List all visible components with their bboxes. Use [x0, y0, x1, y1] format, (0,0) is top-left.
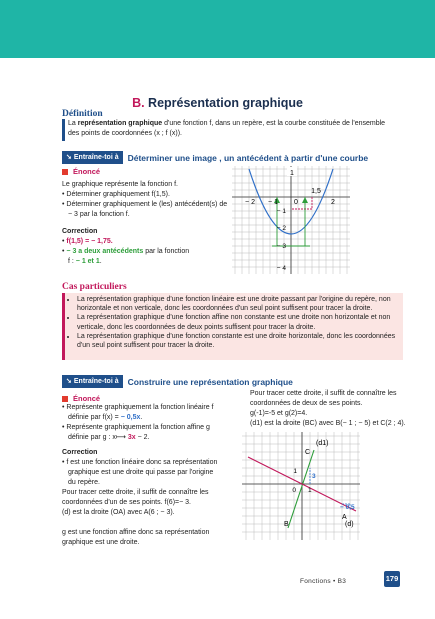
- exercise1-intro: Le graphique représente la fonction f.: [62, 181, 178, 188]
- x-label-m1: − 1: [268, 199, 278, 206]
- definition-text-bold: représentation graphique: [77, 120, 163, 127]
- exercise2-b1-val: − 0,5x: [120, 414, 141, 421]
- exercise1-corr-1-text: f(1,5) = − 1,75.: [66, 238, 113, 245]
- exercise2-r1: Pour tracer cette droite, il suffit de connaître les coordonnées de deux de ses points.: [250, 390, 397, 407]
- definition-text-before: La: [68, 120, 78, 127]
- exercise2-bullet-2: • Représente graphiquement la fonction affine g définie par g : x⟼ 3x − 2.: [62, 424, 210, 441]
- exercise2-correction-label: Correction: [62, 449, 98, 456]
- y-label-m1: − 1: [276, 208, 286, 215]
- section-title-text: Représentation graphique: [148, 96, 303, 110]
- top-banner: [0, 0, 435, 58]
- exercise1-title: Déterminer une image , un antécédent à partir d'une courbe: [127, 152, 369, 163]
- exercise1-bullet-1: • Déterminer graphiquement f(1,5).: [62, 191, 170, 198]
- exercise1-bullet-2-text: Déterminer graphiquement le (les) antécédent(s) de − 3 par la fonction f.: [66, 201, 228, 218]
- cas-item-3: • La représentation graphique d'une fonction constante est une droite horizontale, donc les coordonnées d'un seul point suffisent pour tracer la droite.: [77, 332, 403, 350]
- y-label-m2: − 2: [276, 225, 286, 232]
- label-three: 3: [312, 473, 316, 480]
- label-zero: 0: [292, 487, 296, 494]
- exercise1-correction-label: Correction: [62, 228, 98, 235]
- exercise1-bullet-1-text: Déterminer graphiquement f(1,5).: [66, 191, 170, 198]
- label-d: (d): [345, 521, 354, 528]
- footer-chapter: Fonctions • B3: [300, 578, 347, 585]
- exercise2-c4: g est une fonction affine donc sa représentation graphique est une droite.: [62, 529, 210, 546]
- exercise1-text: [62, 180, 230, 267]
- grid-lines-2: [242, 432, 360, 540]
- exercise2-title: Construire une représentation graphique: [127, 376, 293, 387]
- exercise1-corr-2: • − 3 a deux antécédents par la fonction: [62, 248, 190, 255]
- exercise2-tag-text: Entraîne-toi à: [73, 378, 119, 385]
- exercise1-corr-3: [62, 257, 230, 267]
- exercise2-r2: g(-1)=-5 et g(2)=4.: [250, 410, 308, 417]
- section-letter: B.: [132, 96, 145, 110]
- exercise2-c3: (d) est la droite (OA) avec A(6 ; − 3).: [62, 509, 175, 516]
- exercise2-header: [62, 375, 293, 388]
- label-m05: − 0,5: [340, 504, 355, 511]
- section-title: [0, 96, 435, 110]
- label-one-y: 1: [293, 468, 297, 475]
- exercise1-header: [62, 151, 368, 164]
- label-b: B: [284, 521, 289, 528]
- exercise2-left-text: [62, 403, 222, 548]
- definition-text-after: d'une fonction f, dans un repère, est la courbe constituée de l'ensemble des points de coordonnées (x ; f (x)).: [68, 120, 386, 137]
- exercise2-c1: • f est une fonction linéaire donc sa représentation graphique est une droite qui passe par l'origine du repère.: [62, 459, 218, 486]
- y-label-m3: − 3: [276, 243, 286, 250]
- label-c: C: [305, 449, 311, 456]
- label-a: A: [342, 514, 347, 521]
- exercise2-right-text: [250, 389, 410, 429]
- exercise2-enonce-label: Énoncé: [73, 394, 101, 403]
- definition-bar: [62, 119, 65, 141]
- exercise1-corr-2-green: − 3 a deux antécédents: [66, 248, 144, 255]
- exercise2-b2-pre: Représente graphiquement la fonction affine g définie par g : x⟼: [66, 424, 210, 441]
- exercise1-corr-3-vals: − 1 et 1: [75, 258, 100, 265]
- cas-heading: Cas particuliers: [62, 282, 127, 292]
- definition-text: [68, 119, 398, 139]
- exercise1-corr-1: • f(1,5) = − 1,75.: [62, 238, 113, 245]
- arrow-icon: ➘: [66, 154, 72, 161]
- cas-item-1: • La représentation graphique d'une fonction linéaire est une droite passant par l'origine du repère, non horizontale et non verticale, donc les coordonnées d'un seul point suffisent pour tracer la droite.: [77, 295, 403, 313]
- exercise2-b1-end: .: [140, 414, 143, 421]
- lines-graph: [242, 432, 360, 540]
- square-icon: [62, 169, 68, 175]
- x-label-2: 2: [331, 199, 335, 206]
- exercise1-tag-text: Entraîne-toi à: [73, 154, 119, 161]
- exercise2-c2: Pour tracer cette droite, il suffit de connaître les coordonnées d'un de ses points. f(6)=− 3.: [62, 489, 209, 506]
- exercise2-b1-text: Représente graphiquement la fonction linéaire f définie par f(x) =: [66, 404, 214, 421]
- exercise2-b2-end: − 2.: [135, 434, 150, 441]
- cas-item-2: • La représentation graphique d'une fonction affine non constante est une droite non horizontale et non verticale, donc les coordonnées de deux points suffisent pour tracer la droite.: [77, 313, 403, 331]
- parabola-graph: [232, 166, 350, 274]
- arrow-icon: ➘: [66, 378, 72, 385]
- exercise1-enonce: [62, 167, 100, 176]
- exercise1-tag: [62, 151, 123, 164]
- square-icon: [62, 396, 68, 402]
- x-label-0: 0: [294, 199, 298, 206]
- label-one-x: 1: [308, 487, 312, 494]
- exercise1-enonce-label: Énoncé: [73, 167, 101, 176]
- exercise2-enonce: [62, 394, 100, 403]
- label-d1: (d1): [316, 440, 329, 447]
- y-label-1: 1: [290, 170, 294, 177]
- exercise1-bullet-2: • Déterminer graphiquement le (les) antécédent(s) de − 3 par la fonction f.: [62, 201, 228, 218]
- definition-heading: Définition: [62, 109, 103, 119]
- arrow-up-right-icon: [302, 197, 308, 203]
- exercise2-c1-text: f est une fonction linéaire donc sa représentation graphique est une droite qui passe par l'origine du repère.: [66, 459, 218, 486]
- cas-list: [65, 295, 403, 350]
- exercise2-r3: (d1) est la droite (BC) avec B(− 1 ; − 5) et C(2 ; 4).: [250, 420, 406, 427]
- exercise2-tag: [62, 375, 123, 388]
- x-label-m2: − 2: [245, 199, 255, 206]
- exercise2-bullet-1: • Représente graphiquement la fonction linéaire f définie par f(x) = − 0,5x.: [62, 404, 214, 421]
- x-label-1-5: 1,5: [311, 188, 321, 195]
- exercise1-corr-3-pre: f :: [68, 258, 76, 265]
- exercise1-corr-2-rest: par la fonction: [143, 248, 190, 255]
- y-label-m4: − 4: [276, 265, 286, 272]
- exercise1-corr-3-post: .: [99, 258, 102, 265]
- page-number: 179: [384, 571, 400, 587]
- exercise2-b2-val: 3x: [127, 434, 136, 441]
- cas-box: [62, 293, 403, 360]
